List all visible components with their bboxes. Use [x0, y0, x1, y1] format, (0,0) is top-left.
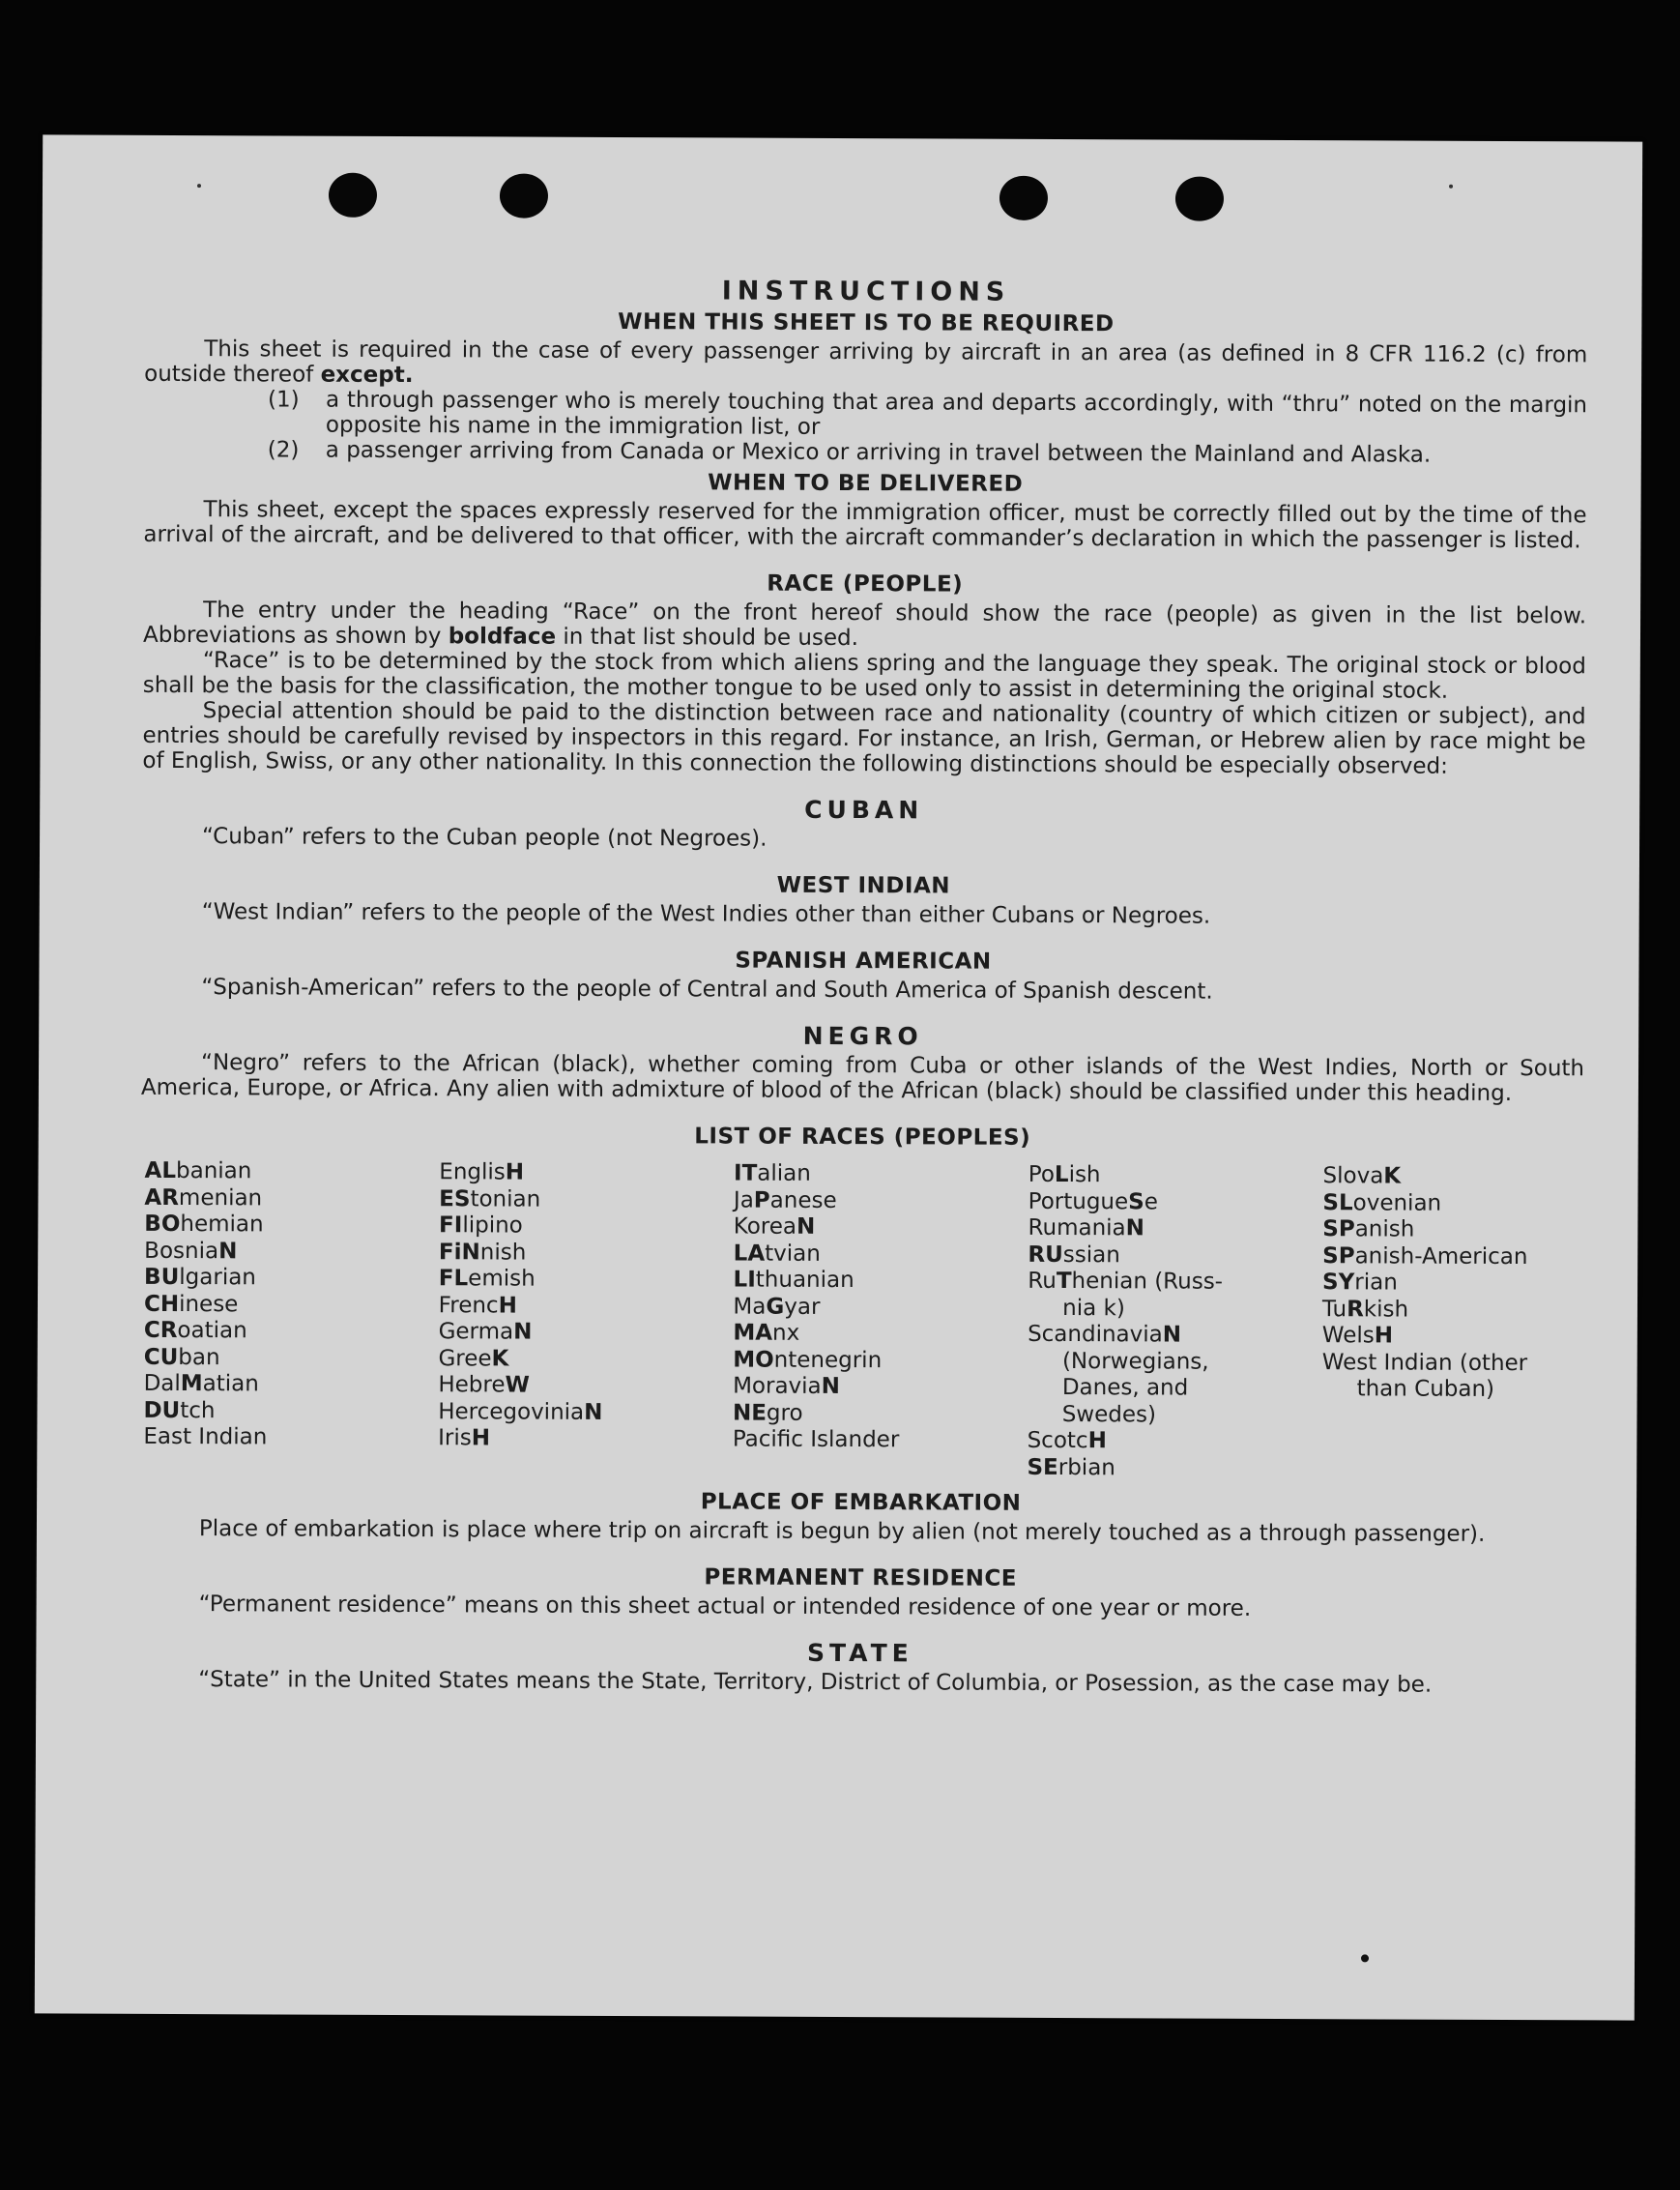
race-entry: East Indian — [143, 1423, 268, 1450]
race-p1-bold: boldface — [448, 624, 557, 650]
speck-mark — [197, 184, 201, 188]
section-heading-west-indian: WEST INDIAN — [776, 872, 951, 899]
punch-hole-icon — [1175, 177, 1224, 221]
race-entry: ALbanian — [144, 1157, 252, 1184]
race-entry: ARmenian — [144, 1184, 263, 1211]
races-list — [143, 1158, 1583, 1483]
section-heading-race: RACE (PEOPLE) — [767, 570, 964, 598]
item-number: (2) — [267, 437, 300, 463]
race-entry: SlovaK — [1322, 1163, 1402, 1189]
race-entry: MoraviaN — [733, 1373, 840, 1400]
state-text: “State” in the United States means the State, Territory, District of Columbia, or Posession, as the case may be. — [198, 1667, 1433, 1698]
race-entry: WelsH — [1321, 1323, 1394, 1349]
required-item — [144, 437, 1587, 469]
race-entry: BOhemian — [144, 1211, 264, 1238]
race-entry: DUtch — [143, 1397, 216, 1423]
race-entry: HercegoviniaN — [438, 1398, 603, 1425]
race-entry: KoreaN — [733, 1213, 816, 1240]
section-heading-embarkation: PLACE OF EMBARKATION — [700, 1489, 1022, 1516]
race-entry: West Indian (other — [1321, 1349, 1528, 1376]
page-title: INSTRUCTIONS — [721, 276, 1011, 307]
race-entry: BosniaN — [144, 1238, 238, 1264]
race-entry: HebreW — [438, 1372, 530, 1398]
west-indian-text: “West Indian” refers to the people of the West Indies other than either Cubans or Negroes. — [201, 899, 1211, 929]
section-heading-state: STATE — [807, 1638, 913, 1668]
race-entry: ScandinaviaN — [1028, 1321, 1182, 1348]
required-intro — [144, 336, 1587, 394]
section-heading-required: WHEN THIS SHEET IS TO BE REQUIRED — [618, 308, 1115, 337]
required-intro-bold: except. — [320, 362, 414, 389]
race-entry: EnglisH — [439, 1159, 525, 1185]
race-entry: JaPanese — [733, 1187, 837, 1213]
section-heading-races: LIST OF RACES (PEOPLES) — [694, 1124, 1031, 1151]
embarkation-text: Place of embarkation is place where trip on aircraft is begun by alien (not merely touched as a through passenger). — [198, 1516, 1486, 1547]
race-paragraph: “Race” is to be determined by the stock from which aliens spring and the language they speak. The original stock or blood shall be the basis for the classification, the mother tongue to be used only to assist in determining the original stock. — [142, 648, 1586, 704]
race-entry: MAnx — [733, 1320, 800, 1346]
section-heading-spanish-american: SPANISH AMERICAN — [735, 948, 992, 975]
race-entry: EStonian — [439, 1185, 541, 1212]
race-entry: LAtvian — [733, 1241, 821, 1267]
section-heading-residence: PERMANENT RESIDENCE — [704, 1564, 1018, 1591]
race-entry: LIthuanian — [733, 1267, 854, 1294]
race-entry: Swedes) — [1061, 1401, 1157, 1427]
instructions-content — [138, 277, 1587, 1699]
required-item — [144, 387, 1587, 444]
race-entry: SYrian — [1322, 1270, 1398, 1296]
race-entry: Pacific Islander — [732, 1426, 900, 1453]
negro-text: “Negro” refers to the African (black), whether coming from Cuba or other islands of the West Indies, North or South America, Europe, or Africa. Any alien with admixture of blood of the African (black) should be classified under this heading. — [140, 1050, 1585, 1107]
race-entry: NEgro — [732, 1400, 803, 1426]
race-entry: DalMatian — [143, 1370, 259, 1397]
race-entry: GreeK — [438, 1345, 509, 1372]
race-entry: than Cuban) — [1356, 1376, 1495, 1402]
race-entry: MOntenegrin — [733, 1347, 883, 1373]
residence-text: “Permanent residence” means on this sheet actual or intended residence of one year or more. — [198, 1591, 1252, 1621]
race-entry: IrisH — [438, 1425, 491, 1451]
race-paragraph: Special attention should be paid to the distinction between race and nationality (country of which citizen or subject), and entries should be carefully revised by inspectors in this regard. For instance, an Irish, German, or Hebrew alien by race might be of English, Swiss, or any other nationality. In this connection the following distinctions should be especially observed: — [142, 698, 1586, 779]
race-entry: FrencH — [438, 1292, 517, 1319]
races-column — [733, 1161, 1024, 1481]
race-entry: SErbian — [1027, 1454, 1115, 1480]
race-entry: RuThenian (Russ- — [1028, 1268, 1224, 1295]
races-column — [438, 1159, 729, 1479]
speck-mark — [1361, 1954, 1369, 1962]
spanish-american-text: “Spanish-American” refers to the people of Central and South America of Spanish descent. — [201, 975, 1213, 1005]
race-p1-text: The entry under the heading “Race” on the front hereof should show the race (people) as given in the list below. Abbreviations as shown by — [142, 598, 1587, 650]
race-p1-tail: in that list should be used. — [556, 624, 859, 652]
race-entry: PoLish — [1028, 1161, 1101, 1188]
race-entry: PortugueSe — [1028, 1188, 1158, 1214]
punch-hole-icon — [500, 173, 548, 218]
item-text: a passenger arriving from Canada or Mexico or arriving in travel between the Mainland and Alaska. — [325, 437, 1432, 468]
race-entry: (Norwegians, — [1061, 1348, 1209, 1375]
section-heading-cuban: CUBAN — [804, 795, 924, 825]
punch-hole-icon — [999, 176, 1048, 220]
race-entry: CUban — [143, 1344, 220, 1370]
races-column — [1321, 1163, 1583, 1483]
race-entry: FIlipino — [439, 1212, 523, 1239]
race-entry: SPanish-American — [1322, 1242, 1528, 1270]
race-entry: nia k) — [1062, 1295, 1125, 1321]
race-entry: GermaN — [438, 1319, 533, 1345]
race-entry: FiNnish — [438, 1239, 527, 1266]
section-heading-delivered: WHEN TO BE DELIVERED — [708, 470, 1024, 497]
race-entry: ScotcH — [1027, 1427, 1107, 1454]
race-entry: SLovenian — [1322, 1189, 1442, 1216]
race-entry: RUssian — [1028, 1241, 1120, 1268]
punch-hole-icon — [329, 173, 377, 218]
item-text: a through passenger who is merely touching that area and departs accordingly, with “thru” noted on the margin opposite his name in the immigration list, or — [325, 387, 1588, 440]
race-entry: ITalian — [734, 1160, 811, 1186]
cuban-text: “Cuban” refers to the Cuban people (not Negroes). — [202, 824, 768, 852]
race-entry: RumaniaN — [1028, 1214, 1144, 1241]
document-sheet — [35, 134, 1642, 2020]
race-entry: TuRkish — [1321, 1296, 1409, 1323]
race-entry: BUlgarian — [144, 1264, 256, 1291]
races-column — [143, 1158, 434, 1478]
races-column — [1027, 1162, 1318, 1482]
race-paragraph — [143, 598, 1586, 655]
race-entry: CRoatian — [143, 1317, 247, 1344]
race-entry: MaGyar — [733, 1294, 821, 1320]
section-heading-negro: NEGRO — [802, 1021, 923, 1051]
race-entry: CHinese — [143, 1291, 239, 1317]
delivered-text: This sheet, except the spaces expressly reserved for the immigration officer, must be correctly filled out by the time of the arrival of the aircraft, and be delivered to that officer, with the aircraft commander’s declaration in which the passenger is listed. — [143, 497, 1587, 554]
speck-mark — [1449, 185, 1453, 189]
race-entry: FLemish — [438, 1266, 536, 1292]
required-intro-text: This sheet is required in the case of every passenger arriving by aircraft in an area (as defined in 8 CFR 116.2 (c) from outside thereof — [144, 336, 1588, 388]
item-number: (1) — [267, 387, 300, 413]
race-entry: SPanish — [1322, 1216, 1415, 1242]
race-entry: Danes, and — [1061, 1375, 1189, 1401]
